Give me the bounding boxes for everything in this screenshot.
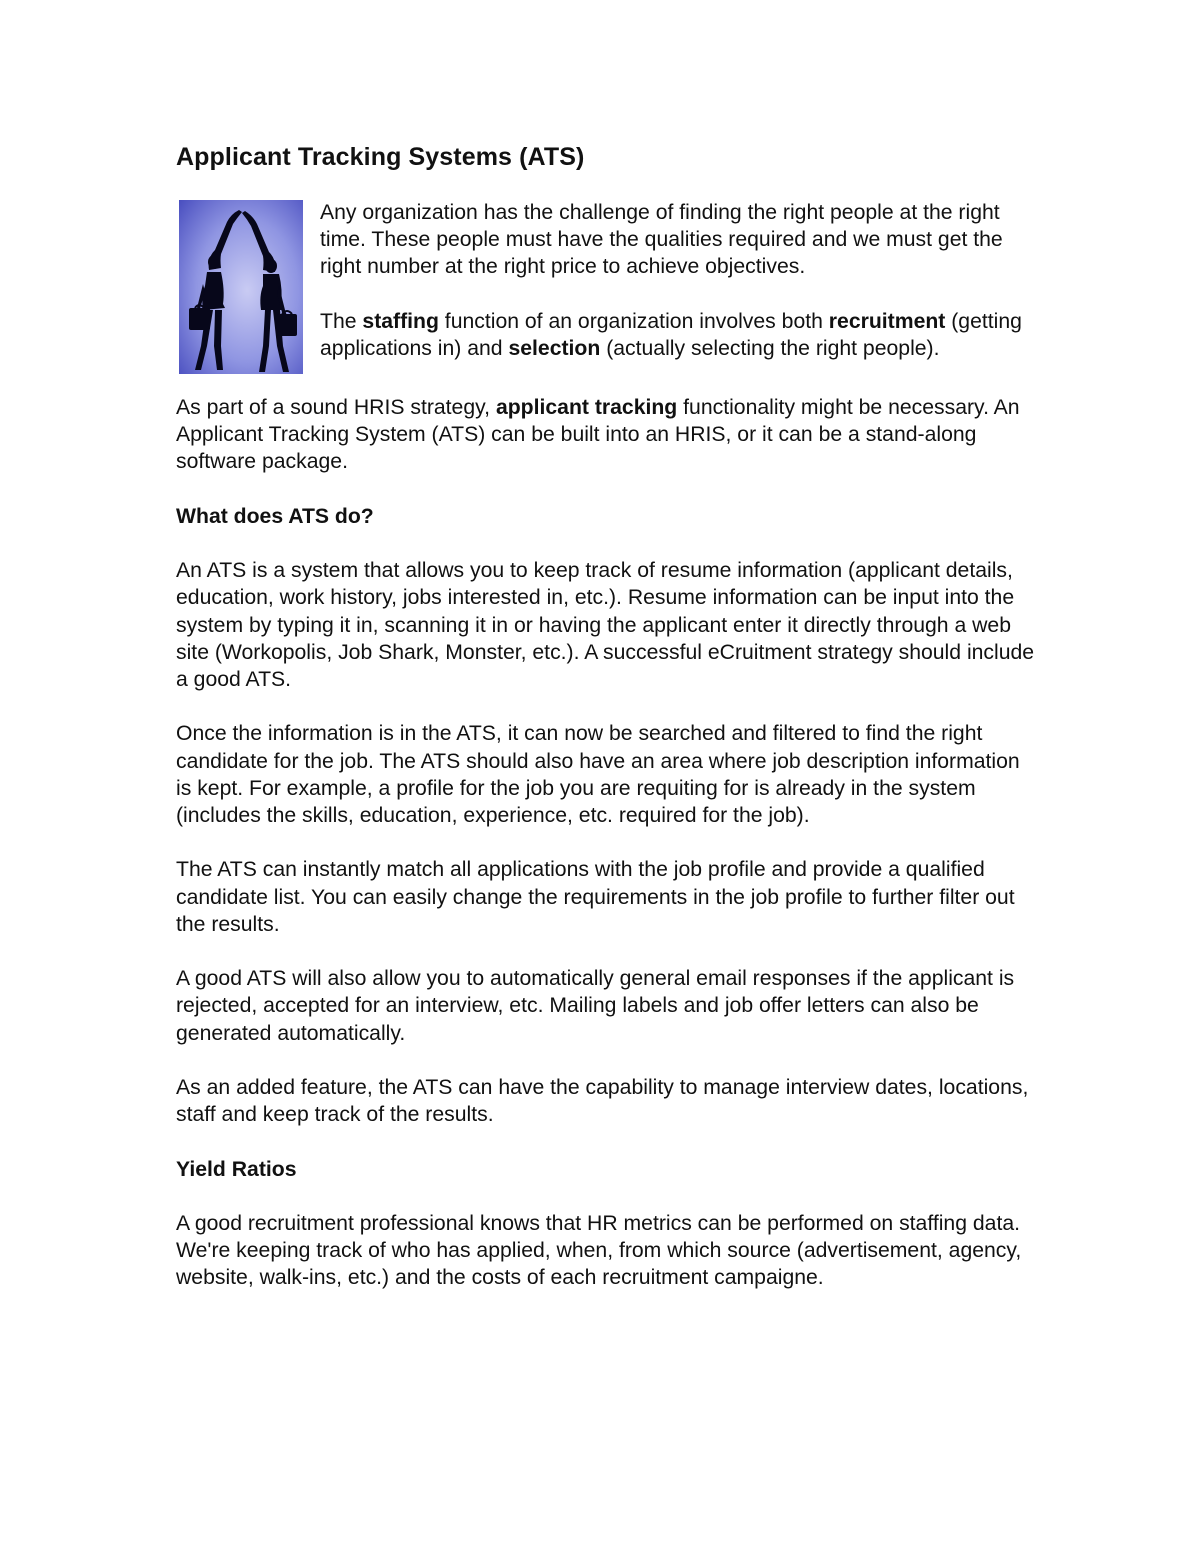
term-applicant-tracking: applicant tracking (495, 396, 678, 419)
intro-text (320, 199, 1032, 362)
term-recruitment: recruitment (828, 309, 946, 333)
paragraph-hris-strategy: As part of a sound HRIS strategy, applicant tracking functionality might be necessary. An Applicant Tracking System (ATS) can be built into an HRIS, or it can be a stand-along software package. (176, 396, 1020, 474)
high-five-businesswomen-silhouette-icon (179, 200, 303, 374)
document-page (176, 138, 1036, 1292)
heading-what-does-ats-do: What does ATS do? (176, 504, 374, 528)
intro-section (176, 200, 1036, 394)
document-title: Applicant Tracking Systems (ATS) (176, 143, 585, 171)
term-selection: selection (508, 337, 601, 360)
intro-paragraph-1: Any organization has the challenge of finding the right people at the right time. These people must have the qualities required and we must get the right number at the right price to achieve objectives. (320, 201, 1003, 279)
paragraph-ats-definition: An ATS is a system that allows you to keep track of resume information (applicant details, education, work history, jobs interested in, etc.). Resume information can be input into the system by typing it in, scanning it in or having the applicant enter it directly through a web site (Workopolis, Job Shark, Monster, etc.). A successful eCruitment strategy should include a good ATS. (176, 559, 1035, 691)
paragraph-hr-metrics: A good recruitment professional knows that HR metrics can be performed on staffing data. We're keeping track of who has applied, when, from which source (advertisement, agency, website, walk-ins, etc.) and the costs of each recruitment campaigne. (176, 1211, 1022, 1290)
paragraph-interviews: As an added feature, the ATS can have the capability to manage interview dates, locations, staff and keep track of the results. (176, 1075, 1029, 1127)
intro-paragraph-2: The staffing function of an organization involves both recruitment (getting applications in) and selection (actually selecting the right people). (320, 309, 1022, 360)
paragraph-email-responses: A good ATS will also allow you to automatically general email responses if the applicant is rejected, accepted for an interview, etc. Mailing labels and job offer letters can also be generated automatically. (176, 967, 1015, 1045)
heading-yield-ratios: Yield Ratios (176, 1157, 297, 1181)
term-staffing: staffing (362, 309, 439, 333)
paragraph-match-profile: The ATS can instantly match all applications with the job profile and provide a qualified candidate list. You can easily change the requirements in the job profile to further filter out the results. (176, 858, 1015, 936)
paragraph-search-filter: Once the information is in the ATS, it can now be searched and filtered to find the right candidate for the job. The ATS should also have an area where job description information is kept. For example, a profile for the job you are requiting for is already in the system (includes the skills, education, experience, etc. required for the job). (176, 722, 1020, 827)
